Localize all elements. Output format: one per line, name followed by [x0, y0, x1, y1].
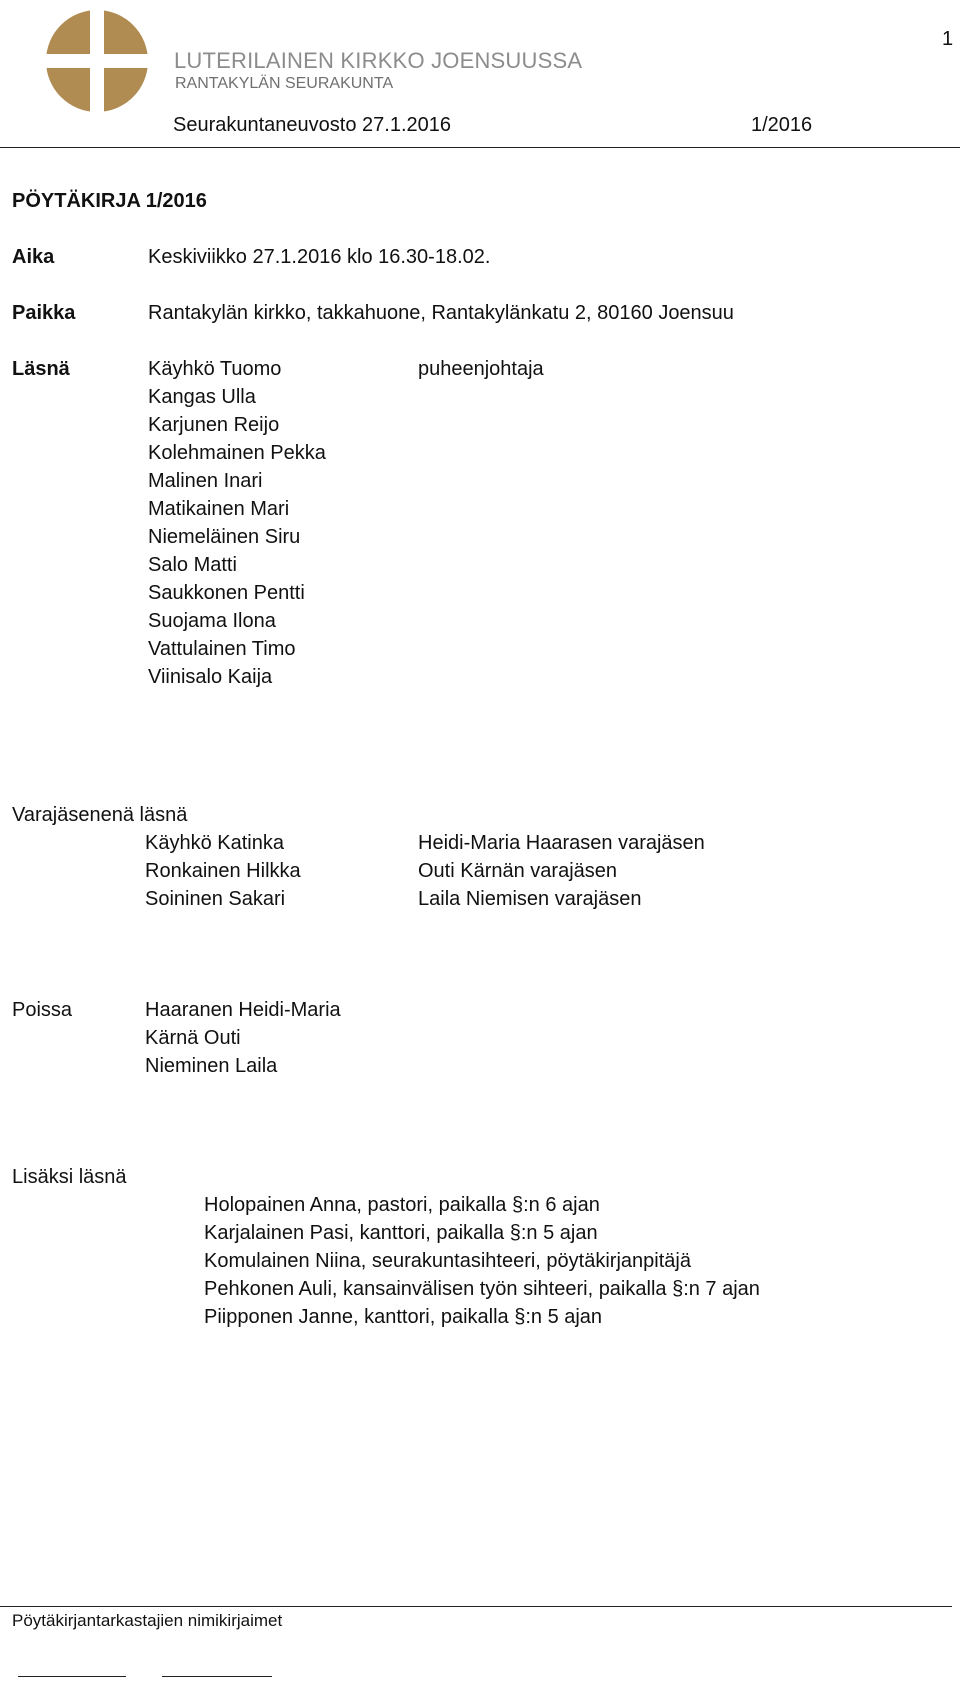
- list-item: Heidi-Maria Haarasen varajäsen: [418, 832, 705, 854]
- document-title: PÖYTÄKIRJA 1/2016: [12, 190, 207, 212]
- time-label: Aika: [12, 246, 55, 268]
- initials-line-1: [18, 1676, 126, 1677]
- meeting-name: Seurakuntaneuvosto 27.1.2016: [173, 114, 451, 136]
- list-item: Piipponen Janne, kanttori, paikalla §:n 5 ajan: [204, 1306, 603, 1328]
- list-item: Matikainen Mari: [148, 498, 290, 520]
- page-number: 1: [942, 28, 954, 50]
- list-item: Kärnä Outi: [145, 1027, 241, 1049]
- list-item: Pehkonen Auli, kansainvälisen työn sihteeri, paikalla §:n 7 ajan: [204, 1278, 760, 1300]
- list-item: Karjunen Reijo: [148, 414, 280, 436]
- also-present-list: [204, 1191, 760, 1331]
- list-item: Suojama Ilona: [148, 610, 276, 632]
- list-item: Käyhkö Tuomo: [148, 358, 282, 380]
- list-item: Malinen Inari: [148, 470, 263, 492]
- list-item: Salo Matti: [148, 554, 237, 576]
- issue-number: 1/2016: [751, 114, 813, 136]
- list-item: Niemeläinen Siru: [148, 526, 301, 548]
- absent-list: [145, 996, 341, 1080]
- list-item: Nieminen Laila: [145, 1055, 278, 1077]
- deputies-names: [145, 829, 301, 913]
- list-item: Komulainen Niina, seurakuntasihteeri, pöytäkirjanpitäjä: [204, 1250, 691, 1272]
- present-label: Läsnä: [12, 358, 70, 380]
- list-item: Kolehmainen Pekka: [148, 442, 326, 464]
- chair-role: puheenjohtaja: [418, 358, 544, 380]
- organization-name: LUTERILAINEN KIRKKO JOENSUUSSA: [174, 48, 583, 73]
- deputies-roles: [418, 829, 705, 913]
- list-item: Vattulainen Timo: [148, 638, 296, 660]
- list-item: Ronkainen Hilkka: [145, 860, 301, 882]
- church-logo: [46, 10, 148, 112]
- header-divider: [0, 147, 960, 148]
- list-item: Kangas Ulla: [148, 386, 256, 408]
- list-item: Outi Kärnän varajäsen: [418, 860, 618, 882]
- deputies-label: Varajäsenenä läsnä: [12, 804, 188, 826]
- present-list: [148, 355, 326, 691]
- initials-line-2: [162, 1676, 272, 1677]
- list-item: Käyhkö Katinka: [145, 832, 284, 854]
- list-item: Soininen Sakari: [145, 888, 286, 910]
- absent-label: Poissa: [12, 999, 73, 1021]
- initials-label: Pöytäkirjantarkastajien nimikirjaimet: [12, 1611, 283, 1630]
- list-item: Laila Niemisen varajäsen: [418, 888, 642, 910]
- list-item: Saukkonen Pentti: [148, 582, 305, 604]
- list-item: Karjalainen Pasi, kanttori, paikalla §:n 5 ajan: [204, 1222, 598, 1244]
- time-value: Keskiviikko 27.1.2016 klo 16.30-18.02.: [148, 246, 491, 268]
- also-present-label: Lisäksi läsnä: [12, 1166, 127, 1188]
- footer-divider: [0, 1606, 952, 1607]
- list-item: Viinisalo Kaija: [148, 666, 273, 688]
- list-item: Haaranen Heidi-Maria: [145, 999, 341, 1021]
- place-value: Rantakylän kirkko, takkahuone, Rantakylänkatu 2, 80160 Joensuu: [148, 302, 734, 324]
- place-label: Paikka: [12, 302, 76, 324]
- list-item: Holopainen Anna, pastori, paikalla §:n 6 ajan: [204, 1194, 600, 1216]
- parish-name: RANTAKYLÄN SEURAKUNTA: [175, 75, 394, 92]
